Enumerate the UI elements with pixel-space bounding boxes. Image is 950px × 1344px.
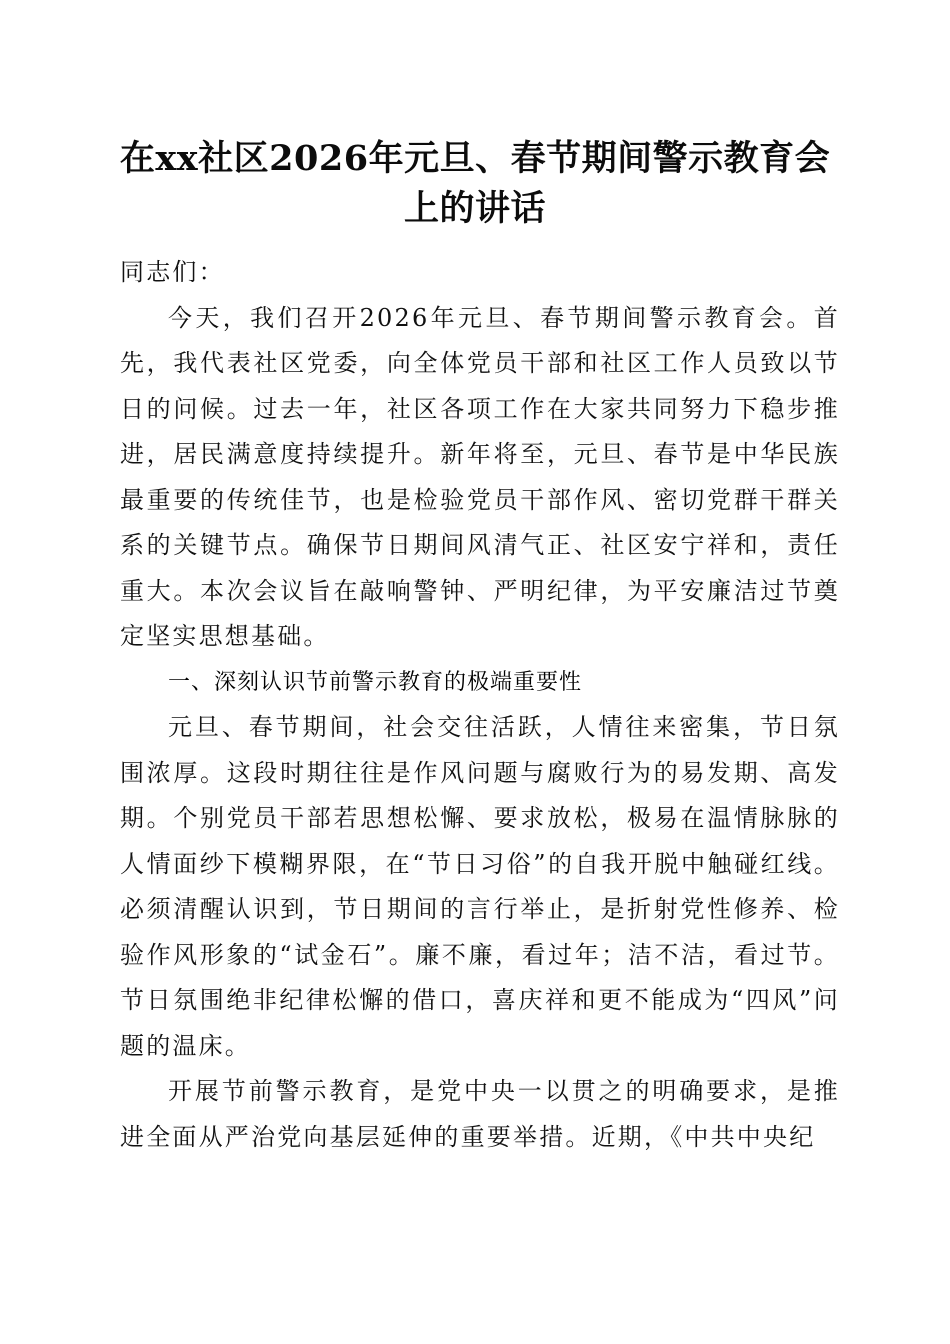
document-title [100, 134, 850, 234]
paragraph-opening: 今天，我们召开2026年元旦、春节期间警示教育会。首先，我代表社区党委，向全体党员干部和社区工作人员致以节日的问候。过去一年，社区各项工作在大家共同努力下稳步推进，居民满意度持续提升。新年将至，元旦、春节是中华民族最重要的传统佳节，也是检验党员干部作风、密切党群干群关系的关键节点。确保节日期间风清气正、社区安宁祥和，责任重大。本次会议旨在敲响警钟、严明纪律，为平安廉洁过节奠定坚实思想基础。 [120, 303, 840, 650]
section-heading-1: 一、深刻认识节前警示教育的极端重要性 [168, 669, 583, 695]
salutation: 同志们： [120, 258, 225, 286]
paragraph-section-1-b: 开展节前警示教育，是党中央一以贯之的明确要求，是推进全面从严治党向基层延伸的重要举措。近期，《中共中央纪 [120, 1077, 840, 1151]
paragraph-section-1-a: 元旦、春节期间，社会交往活跃，人情往来密集，节日氛围浓厚。这段时期往往是作风问题与腐败行为的易发期、高发期。个别党员干部若思想松懈、要求放松，极易在温情脉脉的人情面纱下模糊界限，在“节日习俗”的自我开脱中触碰红线。必须清醒认识到，节日期间的言行举止，是折射党性修养、检验作风形象的“试金石”。廉不廉，看过年；洁不洁，看过节。节日氛围绝非纪律松懈的借口，喜庆祥和更不能成为“四风”问题的温床。 [120, 713, 840, 1060]
title-line-1: 在xx社区2026年元旦、春节期间警示教育会 [119, 138, 831, 179]
title-line-2: 上的讲话 [403, 188, 546, 229]
document-body [120, 250, 840, 1160]
